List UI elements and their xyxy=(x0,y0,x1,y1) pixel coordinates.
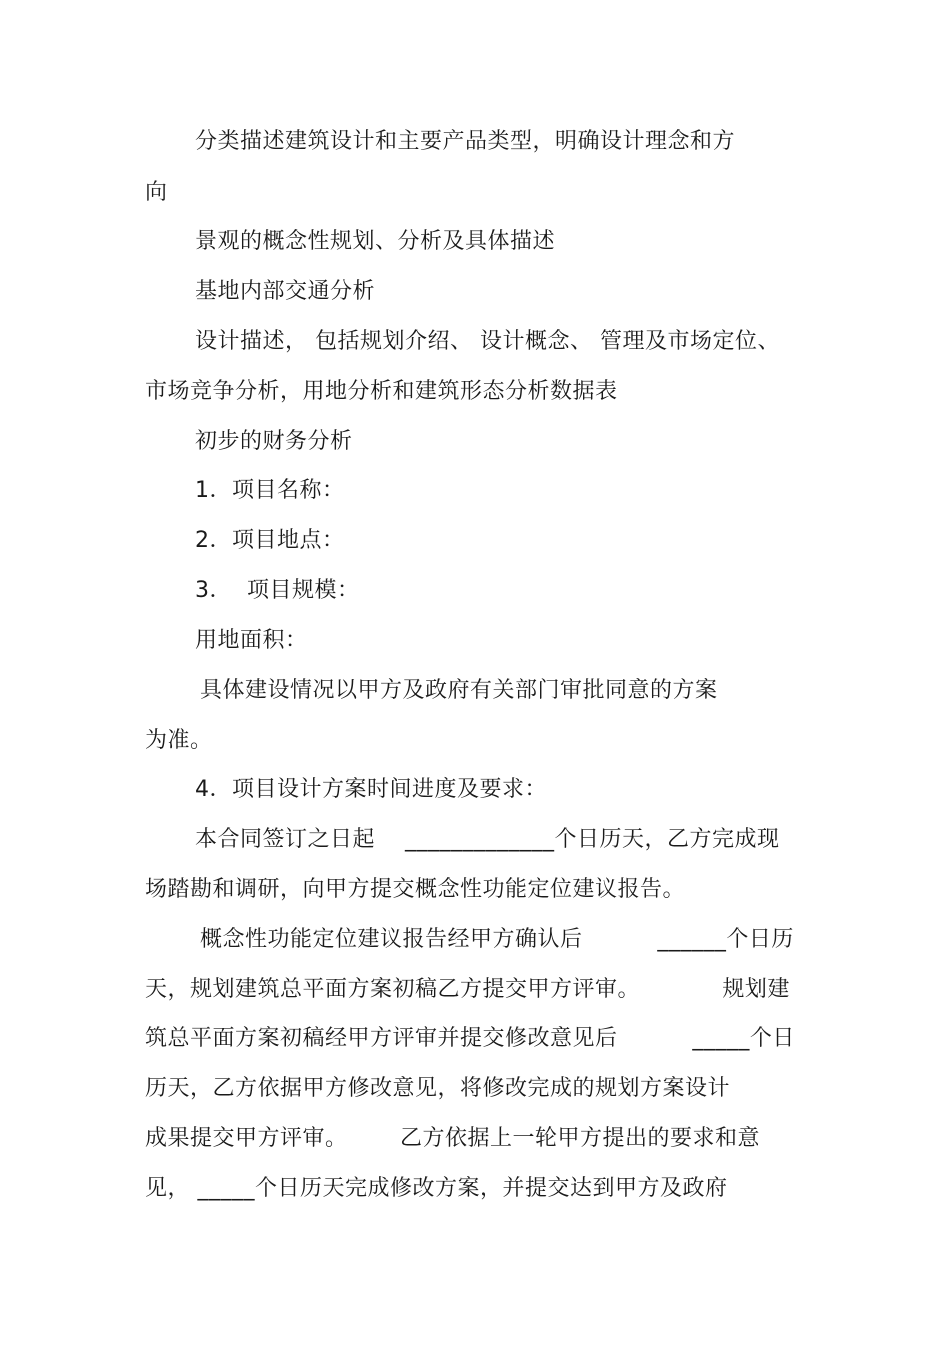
paragraph-line: 天，规划建筑总平面方案初稿乙方提交甲方评审。 规划建 xyxy=(145,977,790,1002)
paragraph-line: 设计描述， 包括规划介绍、 设计概念、 管理及市场定位、 xyxy=(195,329,780,354)
paragraph-line: 具体建设情况以甲方及政府有关部门审批同意的方案 xyxy=(200,678,718,703)
paragraph-line: 分类描述建筑设计和主要产品类型，明确设计理念和方 xyxy=(195,129,736,154)
paragraph-line: 见， _____个日历天完成修改方案，并提交达到甲方及政府 xyxy=(145,1176,728,1201)
paragraph-line: 初步的财务分析 xyxy=(195,429,353,454)
list-item: 2．项目地点： xyxy=(195,528,345,553)
paragraph-line: 本合同签订之日起 _____________个日历天，乙方完成现 xyxy=(195,827,780,852)
list-item: 3． 项目规模： xyxy=(195,578,360,603)
paragraph-line: 用地面积： xyxy=(195,628,308,653)
paragraph-line: 成果提交甲方评审。 乙方依据上一轮甲方提出的要求和意 xyxy=(145,1126,760,1151)
paragraph-line: 为准。 xyxy=(145,728,213,753)
list-item: 1．项目名称： xyxy=(195,478,345,503)
paragraph-line: 筑总平面方案初稿经甲方评审并提交修改意见后 _____个日 xyxy=(145,1026,795,1051)
paragraph-line: 市场竞争分析，用地分析和建筑形态分析数据表 xyxy=(145,379,618,404)
paragraph-line: 概念性功能定位建议报告经甲方确认后 ______个日历 xyxy=(200,927,794,952)
paragraph-line: 场踏勘和调研，向甲方提交概念性功能定位建议报告。 xyxy=(145,877,686,902)
paragraph-line: 历天，乙方依据甲方修改意见，将修改完成的规划方案设计 xyxy=(145,1076,731,1101)
paragraph-line: 景观的概念性规划、分析及具体描述 xyxy=(195,229,556,254)
list-item: 4．项目设计方案时间进度及要求： xyxy=(195,777,547,802)
paragraph-line: 基地内部交通分析 xyxy=(195,279,376,304)
paragraph-line: 向 xyxy=(145,180,168,205)
